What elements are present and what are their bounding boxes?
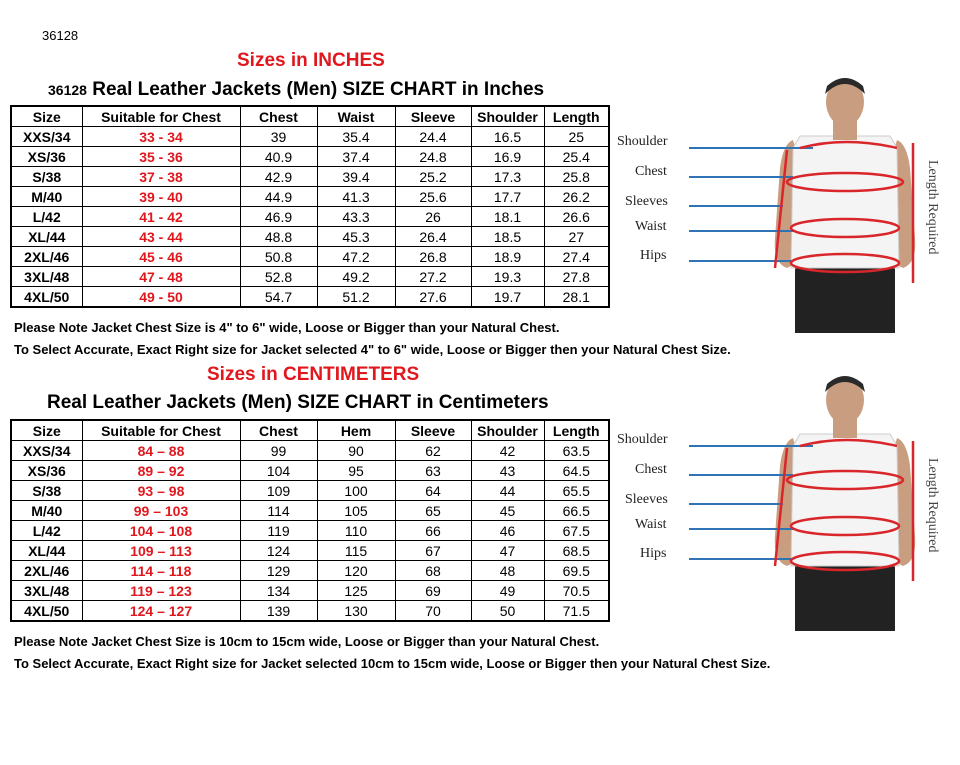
measurement-cell: 26.2 (544, 187, 609, 207)
table-row (11, 127, 609, 147)
measurement-cell: 46 (471, 521, 544, 541)
size-cell: L/42 (11, 207, 82, 227)
table-row (11, 147, 609, 167)
measurement-cell: 115 (317, 541, 395, 561)
measurement-cell: 16.5 (471, 127, 544, 147)
cm-chart-title: Real Leather Jackets (Men) SIZE CHART in Centimeters (47, 392, 549, 413)
measurement-cell: 18.1 (471, 207, 544, 227)
measurement-cell: 17.3 (471, 167, 544, 187)
size-cell: 3XL/48 (11, 581, 82, 601)
measurement-cell: 28.1 (544, 287, 609, 308)
suitable-chest-cell: 124 – 127 (82, 601, 240, 622)
measurement-cell: 125 (317, 581, 395, 601)
measurement-cell: 25.8 (544, 167, 609, 187)
label-hips: Hips (640, 248, 667, 263)
measurement-cell: 65.5 (544, 481, 609, 501)
measurement-cell: 45.3 (317, 227, 395, 247)
measurement-cell: 25 (544, 127, 609, 147)
measurement-cell: 130 (317, 601, 395, 622)
measurement-cell: 18.5 (471, 227, 544, 247)
cm-size-table (10, 419, 610, 622)
measurement-cell: 42.9 (240, 167, 317, 187)
measurement-cell: 50.8 (240, 247, 317, 267)
size-cell: XL/44 (11, 227, 82, 247)
label-chest: Chest (635, 164, 667, 179)
table-row (11, 461, 609, 481)
label-waist: Waist (635, 219, 667, 234)
measurement-cell: 41.3 (317, 187, 395, 207)
size-cell: 3XL/48 (11, 267, 82, 287)
column-header: Length (544, 106, 609, 127)
size-cell: M/40 (11, 187, 82, 207)
column-header: Shoulder (471, 420, 544, 441)
cm-note-1: Please Note Jacket Chest Size is 10cm to 15cm wide, Loose or Bigger than your Natural Chest. (14, 634, 600, 649)
measurement-cell: 52.8 (240, 267, 317, 287)
column-header: Suitable for Chest (82, 106, 240, 127)
measurement-cell: 19.3 (471, 267, 544, 287)
inches-section-title: Sizes in INCHES (237, 50, 385, 71)
measurement-figure-inches (615, 78, 955, 333)
column-header: Length (544, 420, 609, 441)
measurement-cell: 27 (544, 227, 609, 247)
label-chest: Chest (635, 462, 667, 477)
measurement-cell: 105 (317, 501, 395, 521)
label-sleeves: Sleeves (625, 492, 668, 507)
column-header: Sleeve (395, 420, 471, 441)
size-cell: 4XL/50 (11, 601, 82, 622)
measurement-cell: 49 (471, 581, 544, 601)
measurement-cell: 46.9 (240, 207, 317, 227)
measurement-cell: 69 (395, 581, 471, 601)
size-cell: L/42 (11, 521, 82, 541)
inches-header-row (11, 106, 609, 127)
suitable-chest-cell: 37 - 38 (82, 167, 240, 187)
table-row (11, 187, 609, 207)
label-hips: Hips (640, 546, 667, 561)
table-row (11, 501, 609, 521)
measurement-cell: 50 (471, 601, 544, 622)
measurement-cell: 99 (240, 441, 317, 461)
measurement-cell: 47.2 (317, 247, 395, 267)
table-row (11, 541, 609, 561)
measurement-cell: 64 (395, 481, 471, 501)
measurement-cell: 39.4 (317, 167, 395, 187)
measurement-cell: 139 (240, 601, 317, 622)
inches-note-1: Please Note Jacket Chest Size is 4" to 6" wide, Loose or Bigger than your Natural Chest. (14, 320, 560, 335)
measurement-cell: 17.7 (471, 187, 544, 207)
measurement-cell: 35.4 (317, 127, 395, 147)
measurement-cell: 37.4 (317, 147, 395, 167)
label-sleeves: Sleeves (625, 194, 668, 209)
table-row (11, 227, 609, 247)
table-row (11, 481, 609, 501)
inches-chart-title-text: Real Leather Jackets (Men) SIZE CHART in Inches (86, 79, 545, 100)
measurement-cell: 71.5 (544, 601, 609, 622)
suitable-chest-cell: 84 – 88 (82, 441, 240, 461)
measurement-cell: 49.2 (317, 267, 395, 287)
measurement-cell: 19.7 (471, 287, 544, 308)
measurement-cell: 100 (317, 481, 395, 501)
measurement-cell: 69.5 (544, 561, 609, 581)
suitable-chest-cell: 114 – 118 (82, 561, 240, 581)
suitable-chest-cell: 99 – 103 (82, 501, 240, 521)
size-cell: 4XL/50 (11, 287, 82, 308)
measurement-cell: 129 (240, 561, 317, 581)
measurement-cell: 24.4 (395, 127, 471, 147)
inches-chart-code: 36128 (48, 82, 87, 98)
suitable-chest-cell: 41 - 42 (82, 207, 240, 227)
size-cell: XXS/34 (11, 441, 82, 461)
cm-section-title: Sizes in CENTIMETERS (207, 364, 420, 385)
suitable-chest-cell: 109 – 113 (82, 541, 240, 561)
label-waist: Waist (635, 517, 667, 532)
column-header: Size (11, 106, 82, 127)
measurement-cell: 48 (471, 561, 544, 581)
column-header: Sleeve (395, 106, 471, 127)
label-length-required: Length Required (925, 160, 940, 255)
measurement-cell: 48.8 (240, 227, 317, 247)
measurement-cell: 45 (471, 501, 544, 521)
measurement-cell: 120 (317, 561, 395, 581)
table-row (11, 287, 609, 308)
suitable-chest-cell: 93 – 98 (82, 481, 240, 501)
measurement-cell: 44 (471, 481, 544, 501)
measurement-cell: 66 (395, 521, 471, 541)
column-header: Waist (317, 106, 395, 127)
inches-chart-title (48, 79, 544, 101)
measurement-cell: 63 (395, 461, 471, 481)
measurement-cell: 43 (471, 461, 544, 481)
measurement-cell: 119 (240, 521, 317, 541)
column-header: Chest (240, 106, 317, 127)
measurement-cell: 67 (395, 541, 471, 561)
suitable-chest-cell: 43 - 44 (82, 227, 240, 247)
measurement-cell: 26.4 (395, 227, 471, 247)
measurement-cell: 109 (240, 481, 317, 501)
measurement-cell: 27.2 (395, 267, 471, 287)
suitable-chest-cell: 45 - 46 (82, 247, 240, 267)
table-row (11, 247, 609, 267)
size-cell: S/38 (11, 481, 82, 501)
measurement-cell: 64.5 (544, 461, 609, 481)
table-row (11, 521, 609, 541)
measurement-cell: 25.6 (395, 187, 471, 207)
man-illustration (775, 376, 916, 631)
suitable-chest-cell: 35 - 36 (82, 147, 240, 167)
measurement-cell: 16.9 (471, 147, 544, 167)
measurement-cell: 70.5 (544, 581, 609, 601)
suitable-chest-cell: 39 - 40 (82, 187, 240, 207)
size-cell: XXS/34 (11, 127, 82, 147)
size-cell: XL/44 (11, 541, 82, 561)
measurement-cell: 67.5 (544, 521, 609, 541)
table-row (11, 561, 609, 581)
measurement-cell: 43.3 (317, 207, 395, 227)
measurement-cell: 27.6 (395, 287, 471, 308)
measurement-cell: 39 (240, 127, 317, 147)
size-cell: S/38 (11, 167, 82, 187)
suitable-chest-cell: 89 – 92 (82, 461, 240, 481)
label-length-required: Length Required (925, 458, 940, 553)
measurement-cell: 114 (240, 501, 317, 521)
cm-header-row (11, 420, 609, 441)
measurement-cell: 66.5 (544, 501, 609, 521)
measurement-figure-cm (615, 376, 955, 631)
measurement-cell: 51.2 (317, 287, 395, 308)
table-row (11, 267, 609, 287)
measurement-cell: 90 (317, 441, 395, 461)
size-cell: XS/36 (11, 147, 82, 167)
measurement-cell: 65 (395, 501, 471, 521)
size-cell: M/40 (11, 501, 82, 521)
suitable-chest-cell: 49 - 50 (82, 287, 240, 308)
measurement-cell: 47 (471, 541, 544, 561)
measurement-cell: 134 (240, 581, 317, 601)
cm-note-2: To Select Accurate, Exact Right size for Jacket selected 10cm to 15cm wide, Loose or Bigger then your Natural Chest Size. (14, 656, 771, 671)
suitable-chest-cell: 47 - 48 (82, 267, 240, 287)
measurement-cell: 25.2 (395, 167, 471, 187)
column-header: Size (11, 420, 82, 441)
measurement-cell: 104 (240, 461, 317, 481)
measurement-cell: 68 (395, 561, 471, 581)
product-code: 36128 (42, 28, 79, 43)
size-cell: 2XL/46 (11, 247, 82, 267)
table-row (11, 581, 609, 601)
column-header: Hem (317, 420, 395, 441)
label-shoulder: Shoulder (617, 134, 668, 149)
measurement-cell: 63.5 (544, 441, 609, 461)
size-cell: 2XL/46 (11, 561, 82, 581)
table-row (11, 441, 609, 461)
measurement-cell: 26.6 (544, 207, 609, 227)
measurement-cell: 70 (395, 601, 471, 622)
column-header: Chest (240, 420, 317, 441)
table-row (11, 167, 609, 187)
measurement-cell: 95 (317, 461, 395, 481)
measurement-cell: 26 (395, 207, 471, 227)
label-shoulder: Shoulder (617, 432, 668, 447)
man-illustration (775, 78, 916, 333)
measurement-cell: 42 (471, 441, 544, 461)
column-header: Shoulder (471, 106, 544, 127)
table-row (11, 207, 609, 227)
measurement-cell: 68.5 (544, 541, 609, 561)
table-row (11, 601, 609, 622)
suitable-chest-cell: 119 – 123 (82, 581, 240, 601)
measurement-cell: 26.8 (395, 247, 471, 267)
measurement-cell: 27.4 (544, 247, 609, 267)
measurement-cell: 62 (395, 441, 471, 461)
measurement-cell: 27.8 (544, 267, 609, 287)
measurement-cell: 54.7 (240, 287, 317, 308)
measurement-cell: 25.4 (544, 147, 609, 167)
measurement-cell: 18.9 (471, 247, 544, 267)
inches-note-2: To Select Accurate, Exact Right size for Jacket selected 4" to 6" wide, Loose or Bigger then your Natural Chest Size. (14, 342, 731, 357)
measurement-cell: 124 (240, 541, 317, 561)
size-cell: XS/36 (11, 461, 82, 481)
measurement-cell: 110 (317, 521, 395, 541)
suitable-chest-cell: 33 - 34 (82, 127, 240, 147)
measurement-cell: 24.8 (395, 147, 471, 167)
measurement-cell: 44.9 (240, 187, 317, 207)
measurement-cell: 40.9 (240, 147, 317, 167)
column-header: Suitable for Chest (82, 420, 240, 441)
inches-size-table (10, 105, 610, 308)
suitable-chest-cell: 104 – 108 (82, 521, 240, 541)
